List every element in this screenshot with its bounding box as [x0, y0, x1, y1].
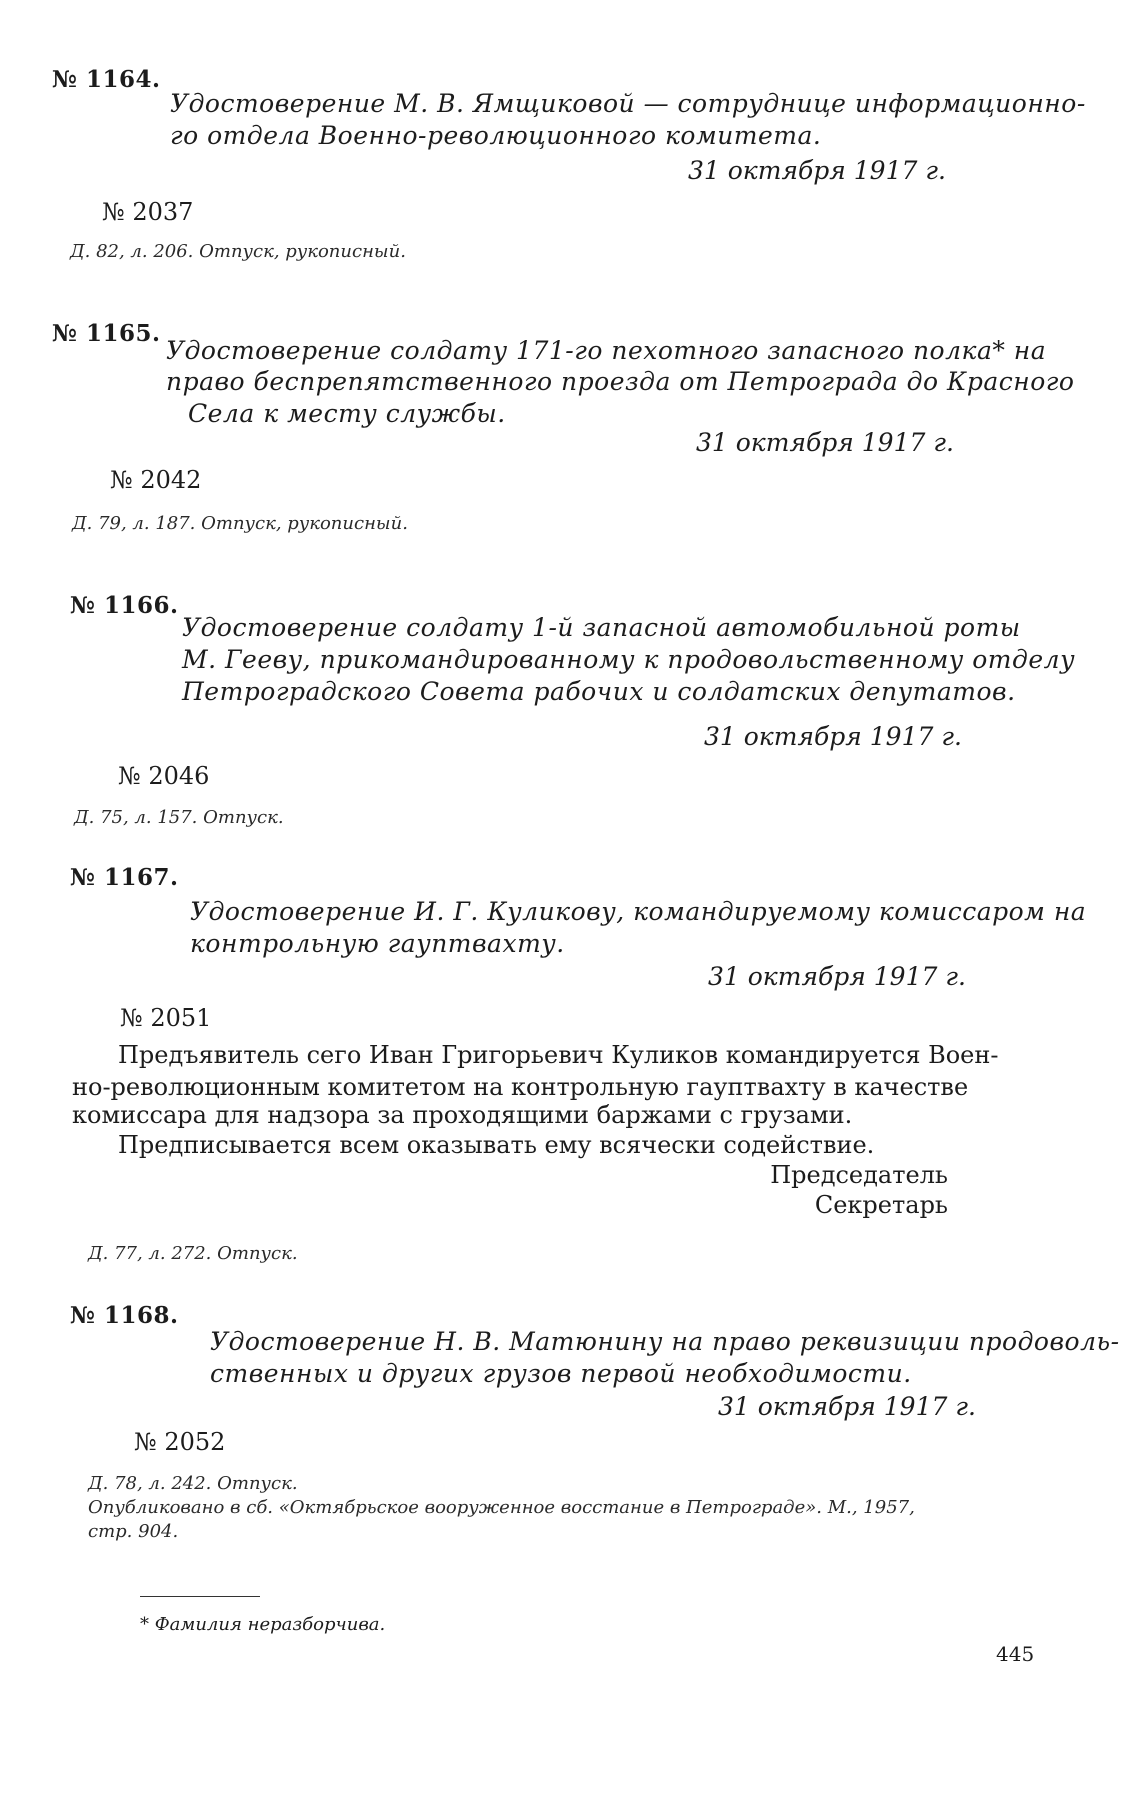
document-number: № 1168. — [70, 1302, 179, 1329]
footnote: * Фамилия неразборчива. — [140, 1614, 386, 1635]
document-title-line: право беспрепятственного проезда от Петрограда до Красного — [166, 367, 1075, 396]
source-reference: Опубликовано в сб. «Октябрьское вооруженное восстание в Петрограде». М., 1957, — [88, 1497, 915, 1518]
document-body-line: комиссара для надзора за проходящими баржами с грузами. — [72, 1101, 853, 1129]
document-date: 31 октября 1917 г. — [696, 428, 954, 457]
document-number: № 1164. — [52, 66, 161, 93]
document-body-line: Предписывается всем оказывать ему всячески содействие. — [118, 1131, 875, 1159]
document-title-line: Удостоверение М. В. Ямщиковой — сотруднице информационно- — [170, 89, 1086, 118]
page-number: 445 — [996, 1642, 1035, 1666]
document-title-line: контрольную гауптвахту. — [190, 929, 565, 958]
footnote-divider — [140, 1596, 260, 1597]
document-number: № 1166. — [70, 592, 179, 619]
document-body-line: но-революционным комитетом на контрольную гауптвахту в качестве — [72, 1073, 969, 1101]
document-date: 31 октября 1917 г. — [718, 1392, 976, 1421]
source-reference: Д. 75, л. 157. Отпуск. — [74, 807, 284, 828]
document-date: 31 октября 1917 г. — [704, 722, 962, 751]
signature-chairman: Председатель — [770, 1161, 948, 1189]
signature-secretary: Секретарь — [814, 1191, 948, 1219]
source-reference: Д. 77, л. 272. Отпуск. — [88, 1243, 298, 1264]
source-reference: Д. 79, л. 187. Отпуск, рукописный. — [72, 513, 408, 534]
registration-number: № 2037 — [102, 198, 194, 226]
source-reference: стр. 904. — [88, 1521, 179, 1542]
source-reference: Д. 82, л. 206. Отпуск, рукописный. — [70, 241, 406, 262]
document-title-line: Удостоверение И. Г. Куликову, командируемому комиссаром на — [190, 897, 1087, 926]
document-title-line: ственных и других грузов первой необходимости. — [210, 1359, 912, 1388]
document-title-line: М. Гееву, прикомандированному к продовольственному отделу — [182, 645, 1076, 674]
document-number: № 1167. — [70, 864, 179, 891]
document-title-line: Удостоверение солдату 171-го пехотного запасного полка* на — [166, 336, 1047, 365]
registration-number: № 2046 — [118, 762, 210, 790]
document-title-line: Удостоверение Н. В. Матюнину на право реквизиции продоволь- — [210, 1327, 1120, 1356]
document-title-line: го отдела Военно-революционного комитета. — [170, 121, 822, 150]
document-date: 31 октября 1917 г. — [708, 962, 966, 991]
registration-number: № 2052 — [134, 1428, 226, 1456]
document-body-line: Предъявитель сего Иван Григорьевич Куликов командируется Воен- — [118, 1041, 999, 1069]
source-reference: Д. 78, л. 242. Отпуск. — [88, 1473, 298, 1494]
document-number: № 1165. — [52, 320, 161, 347]
document-date: 31 октября 1917 г. — [688, 156, 946, 185]
document-title-line: Удостоверение солдату 1-й запасной автомобильной роты — [182, 613, 1021, 642]
registration-number: № 2042 — [110, 466, 202, 494]
document-title-line: Села к месту службы. — [188, 399, 506, 428]
registration-number: № 2051 — [120, 1004, 212, 1032]
document-title-line: Петроградского Совета рабочих и солдатских депутатов. — [182, 677, 1016, 706]
